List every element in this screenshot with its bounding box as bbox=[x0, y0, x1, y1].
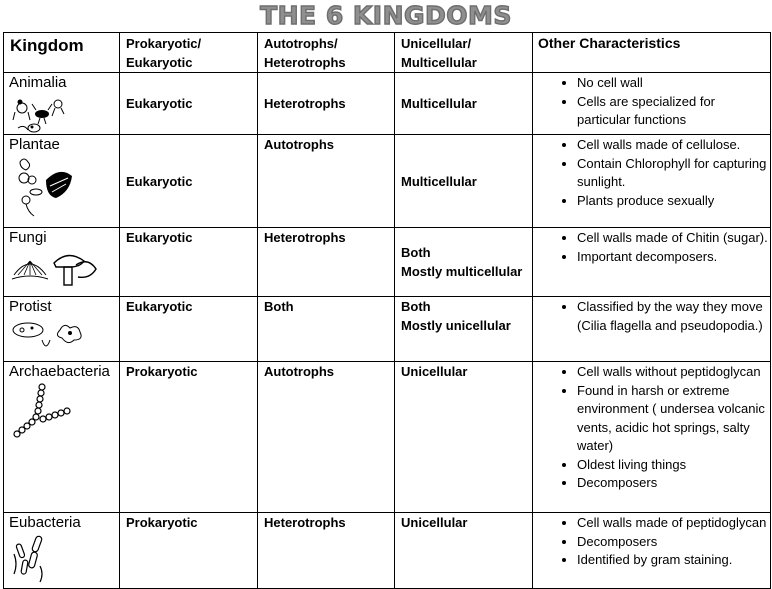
kingdom-cell bbox=[4, 228, 120, 297]
kingdom-cell bbox=[4, 135, 120, 228]
table-row bbox=[4, 362, 771, 513]
list-item: • Cell walls made of Chitin (sugar). bbox=[577, 229, 770, 248]
table-row bbox=[4, 513, 771, 589]
list-item: • No cell wall bbox=[577, 74, 770, 93]
nutrition: Heterotrophs bbox=[258, 513, 395, 589]
cell-type: Eukaryotic bbox=[120, 228, 258, 297]
characteristics bbox=[533, 297, 771, 362]
table-row bbox=[4, 228, 771, 297]
list-item: • Oldest living things bbox=[577, 456, 770, 475]
header-cell-type: Prokaryotic/ Eukaryotic bbox=[120, 33, 258, 73]
kingdom-name: Fungi bbox=[9, 229, 47, 246]
cell-type: Eukaryotic bbox=[120, 297, 258, 362]
table-row bbox=[4, 135, 771, 228]
list-item: • Identified by gram staining. bbox=[577, 551, 770, 570]
list-item: • Decomposers bbox=[577, 533, 770, 552]
list-item: • Cell walls made of cellulose. bbox=[577, 136, 770, 155]
characteristics bbox=[533, 362, 771, 513]
nutrition: Autotrophs bbox=[258, 362, 395, 513]
animals-icon bbox=[10, 94, 68, 134]
header-row bbox=[4, 33, 771, 73]
list-item: • Found in harsh or extreme environment ( undersea volcanic vents, acidic hot springs, salty water) bbox=[577, 382, 770, 456]
kingdom-name: Plantae bbox=[9, 136, 60, 153]
list-item: • Classified by the way they move (Cilia flagella and pseudopodia.) bbox=[577, 298, 770, 335]
characteristics bbox=[533, 228, 771, 297]
list-item: • Decomposers bbox=[577, 474, 770, 493]
cell-type: Prokaryotic bbox=[120, 513, 258, 589]
header-nutrition: Autotrophs/ Heterotrophs bbox=[258, 33, 395, 73]
kingdom-name: Protist bbox=[9, 298, 52, 315]
kingdom-name: Animalia bbox=[9, 74, 67, 91]
header-cellularity: Unicellular/ Multicellular bbox=[395, 33, 533, 73]
kingdom-cell bbox=[4, 297, 120, 362]
list-item: • Important decomposers. bbox=[577, 248, 770, 267]
kingdom-name: Eubacteria bbox=[9, 514, 81, 531]
kingdom-name: Archaebacteria bbox=[9, 363, 110, 380]
bacilli-icon bbox=[10, 534, 60, 584]
kingdom-cell bbox=[4, 362, 120, 513]
cell-type: Eukaryotic bbox=[120, 73, 258, 135]
list-item: • Cells are specialized for particular functions bbox=[577, 93, 770, 130]
characteristics bbox=[533, 135, 771, 228]
kingdom-cell bbox=[4, 513, 120, 589]
nutrition: Both bbox=[258, 297, 395, 362]
list-item: • Cell walls made of peptidoglycan bbox=[577, 514, 770, 533]
list-item: • Cell walls without peptidoglycan bbox=[577, 363, 770, 382]
mushroom-icon bbox=[10, 249, 100, 289]
cellularity: Both Mostly multicellular bbox=[395, 228, 533, 297]
list-item: • Plants produce sexually bbox=[577, 192, 770, 211]
header-other: Other Characteristics bbox=[533, 33, 771, 73]
page-title: THE 6 KINGDOMS bbox=[260, 1, 512, 30]
nutrition: Heterotrophs bbox=[258, 73, 395, 135]
nutrition: Autotrophs bbox=[258, 135, 395, 228]
protist-icon bbox=[10, 318, 94, 354]
characteristics bbox=[533, 513, 771, 589]
nutrition: Heterotrophs bbox=[258, 228, 395, 297]
table-row bbox=[4, 297, 771, 362]
table-row bbox=[4, 73, 771, 135]
characteristics bbox=[533, 73, 771, 135]
cellularity: Unicellular bbox=[395, 513, 533, 589]
bacteria-chain-icon bbox=[10, 383, 76, 443]
kingdoms-table bbox=[3, 32, 771, 589]
plants-icon bbox=[10, 156, 76, 218]
cellularity: Multicellular bbox=[395, 135, 533, 228]
header-kingdom: Kingdom bbox=[4, 33, 120, 73]
cellularity: Both Mostly unicellular bbox=[395, 297, 533, 362]
list-item: • Contain Chlorophyll for capturing sunlight. bbox=[577, 155, 770, 192]
cellularity: Multicellular bbox=[395, 73, 533, 135]
cell-type: Prokaryotic bbox=[120, 362, 258, 513]
cell-type: Eukaryotic bbox=[120, 135, 258, 228]
cellularity: Unicellular bbox=[395, 362, 533, 513]
kingdom-cell bbox=[4, 73, 120, 135]
